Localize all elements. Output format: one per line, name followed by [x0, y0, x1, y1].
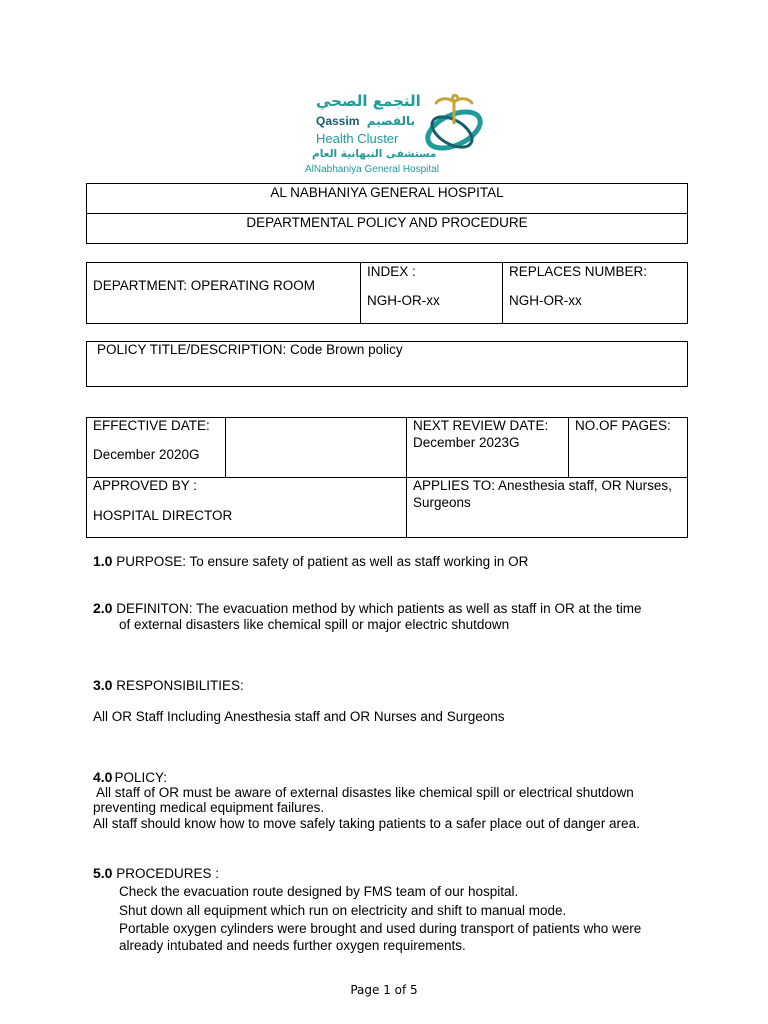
page-number: Page 1 of 5: [350, 983, 418, 997]
applies-to-line1: APPLIES TO: Anesthesia staff, OR Nurses,: [413, 478, 672, 493]
definition-line1: DEFINITON: The evacuation method by which patients as well as staff in OR at the time: [116, 601, 642, 616]
replaces-number-value: NGH-OR-xx: [509, 293, 582, 308]
procedure-step-1: Check the evacuation route designed by FMS team of our hospital.: [119, 884, 519, 899]
effective-date-value: December 2020G: [93, 447, 200, 462]
dept-col-divider-1: [360, 262, 361, 324]
logo-qassim-ar: بالقصيم: [366, 114, 415, 128]
policy-line3: All staff should know how to move safely taking patients to a safer place out of danger area.: [93, 816, 640, 831]
logo-qassim-en: Qassim: [316, 114, 360, 128]
logo-english-hospital-name: AlNabhaniya General Hospital: [305, 164, 439, 175]
policy-title: POLICY TITLE/DESCRIPTION: Code Brown policy: [97, 342, 403, 357]
document-type: DEPARTMENTAL POLICY AND PROCEDURE: [246, 215, 528, 230]
section-purpose: [93, 553, 528, 570]
section-number: 3.0: [93, 677, 113, 693]
approved-by-value: HOSPITAL DIRECTOR: [93, 508, 233, 523]
palm-emblem-icon: [418, 94, 490, 154]
policy-section-title: POLICY:: [114, 770, 167, 785]
dates-col-divider-3: [568, 417, 569, 477]
hospital-name: AL NABHANIYA GENERAL HOSPITAL: [270, 185, 504, 200]
policy-line2: preventing medical equipment failures.: [93, 800, 325, 815]
procedure-step-2: Shut down all equipment which run on electricity and shift to manual mode.: [119, 903, 567, 918]
section-number: 5.0: [93, 865, 113, 881]
responsibilities-title: RESPONSIBILITIES:: [116, 678, 244, 693]
section-number: 2.0: [93, 600, 113, 616]
logo-arabic-hospital-name: مستشفى النبهانية العام: [312, 148, 437, 160]
hospital-logo: [300, 90, 495, 178]
section-number: 4.0: [93, 769, 113, 785]
logo-health-cluster: Health Cluster: [316, 131, 399, 146]
definition-line2: of external disasters like chemical spill or major electric shutdown: [119, 617, 510, 632]
effective-date-label: EFFECTIVE DATE:: [93, 418, 210, 433]
responsibilities-body: All OR Staff Including Anesthesia staff and OR Nurses and Surgeons: [93, 709, 505, 724]
procedures-title: PROCEDURES :: [116, 866, 220, 881]
procedure-step-3-line1: Portable oxygen cylinders were brought and used during transport of patients who were: [119, 921, 642, 936]
applies-to-line2: Surgeons: [413, 495, 471, 510]
index-value: NGH-OR-xx: [367, 293, 440, 308]
logo-qassim: [316, 114, 415, 128]
dept-col-divider-2: [502, 262, 503, 324]
policy-line1: All staff of OR must be aware of external disastes like chemical spill or electrical shutdown: [96, 785, 634, 800]
pages-label: NO.OF PAGES:: [575, 418, 671, 433]
replaces-number-label: REPLACES NUMBER:: [509, 264, 648, 279]
dates-col-divider-1: [225, 417, 226, 477]
purpose-text: PURPOSE: To ensure safety of patient as well as staff working in OR: [116, 554, 529, 569]
department-value: DEPARTMENT: OPERATING ROOM: [93, 278, 316, 293]
section-definition: [93, 600, 641, 617]
section-procedures: [93, 865, 219, 882]
next-review-label: NEXT REVIEW DATE:: [413, 418, 549, 433]
approved-by-label: APPROVED BY :: [93, 478, 198, 493]
logo-arabic-cluster-name: التجمع الصحي: [316, 92, 421, 110]
next-review-value: December 2023G: [413, 435, 520, 450]
section-responsibilities: [93, 677, 244, 694]
procedure-step-3-line2: already intubated and needs further oxygen requirements.: [119, 938, 466, 953]
dates-col-divider-2: [406, 417, 407, 538]
section-number: 1.0: [93, 553, 113, 569]
index-label: INDEX :: [367, 264, 416, 279]
